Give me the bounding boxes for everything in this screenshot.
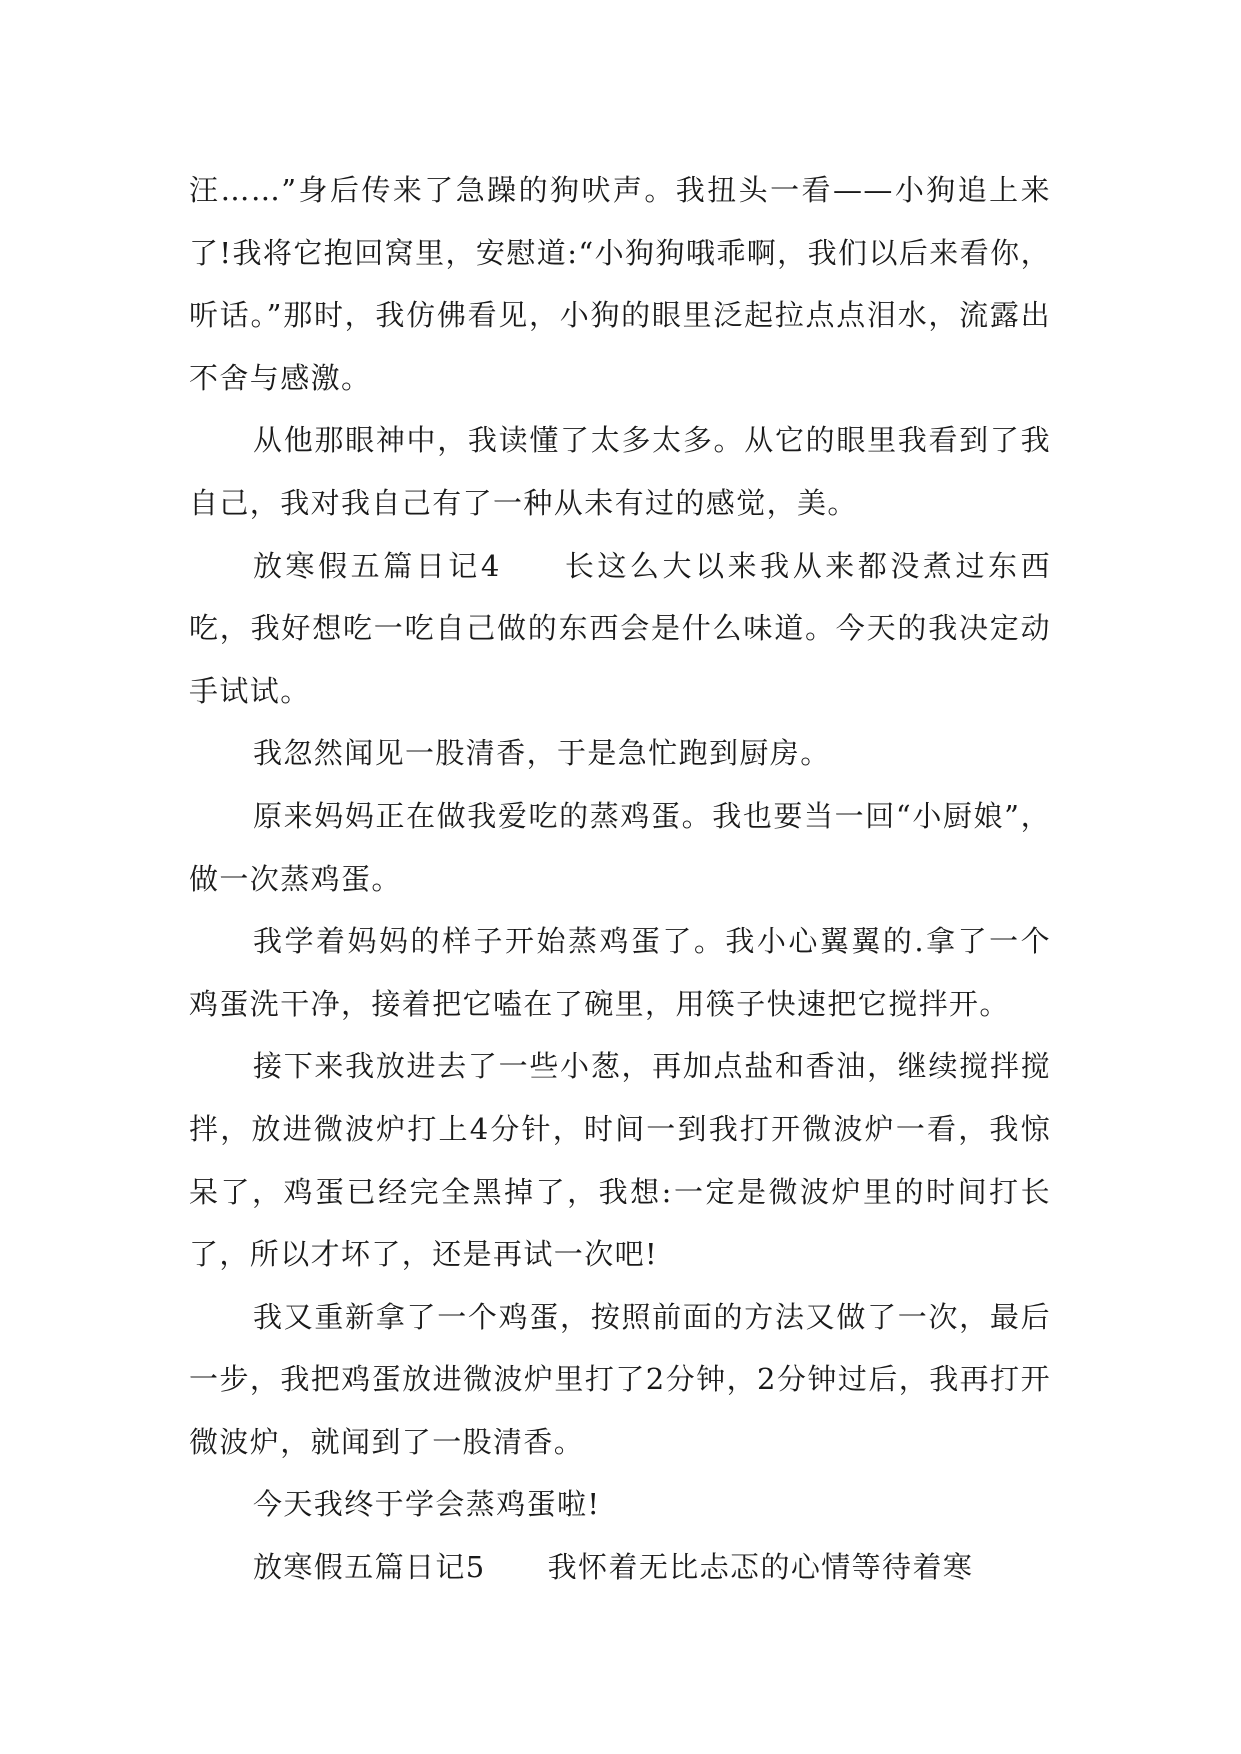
diary-heading: 放寒假五篇日记4 bbox=[253, 548, 501, 583]
paragraph: 从他那眼神中，我读懂了太多太多。从它的眼里我看到了我自己，我对我自己有了一种从未有过的感觉，美。 bbox=[189, 423, 1051, 520]
paragraph-with-heading bbox=[189, 1536, 1051, 1599]
paragraph: 接下来我放进去了一些小葱，再加点盐和香油，继续搅拌搅拌，放进微波炉打上4分针，时间一到我打开微波炉一看，我惊呆了，鸡蛋已经完全黑掉了，我想:一定是微波炉里的时间打长了，所以才坏了，还是再试一次吧! bbox=[189, 1049, 1051, 1272]
paragraph: 今天我终于学会蒸鸡蛋啦! bbox=[253, 1487, 601, 1522]
paragraph: 汪……”身后传来了急躁的狗吠声。我扭头一看——小狗追上来了!我将它抱回窝里，安慰道:“小狗狗哦乖啊，我们以后来看你，听话。”那时，我仿佛看见，小狗的眼里泛起拉点点泪水，流露出不舍与感激。 bbox=[189, 173, 1051, 395]
paragraph-with-heading bbox=[189, 535, 1051, 723]
paragraph: 我忽然闻见一股清香，于是急忙跑到厨房。 bbox=[253, 736, 831, 771]
diary-heading: 放寒假五篇日记5 bbox=[253, 1550, 486, 1585]
paragraph: 原来妈妈正在做我爱吃的蒸鸡蛋。我也要当一回“小厨娘”，做一次蒸鸡蛋。 bbox=[189, 798, 1051, 896]
paragraph-text: 我怀着无比忐忑的心情等待着寒 bbox=[547, 1550, 974, 1585]
paragraph: 我学着妈妈的样子开始蒸鸡蛋了。我小心翼翼的.拿了一个鸡蛋洗干净，接着把它嗑在了碗里，用筷子快速把它搅拌开。 bbox=[189, 924, 1051, 1021]
paragraph: 我又重新拿了一个鸡蛋，按照前面的方法又做了一次，最后一步，我把鸡蛋放进微波炉里打了2分钟，2分钟过后，我再打开微波炉，就闻到了一股清香。 bbox=[189, 1299, 1051, 1459]
document-body bbox=[189, 159, 1051, 1599]
paragraph-text: 长这么大以来我从来都没煮过东西吃，我好想吃一吃自己做的东西会是什么味道。今天的我决定动手试试。 bbox=[189, 548, 1051, 708]
